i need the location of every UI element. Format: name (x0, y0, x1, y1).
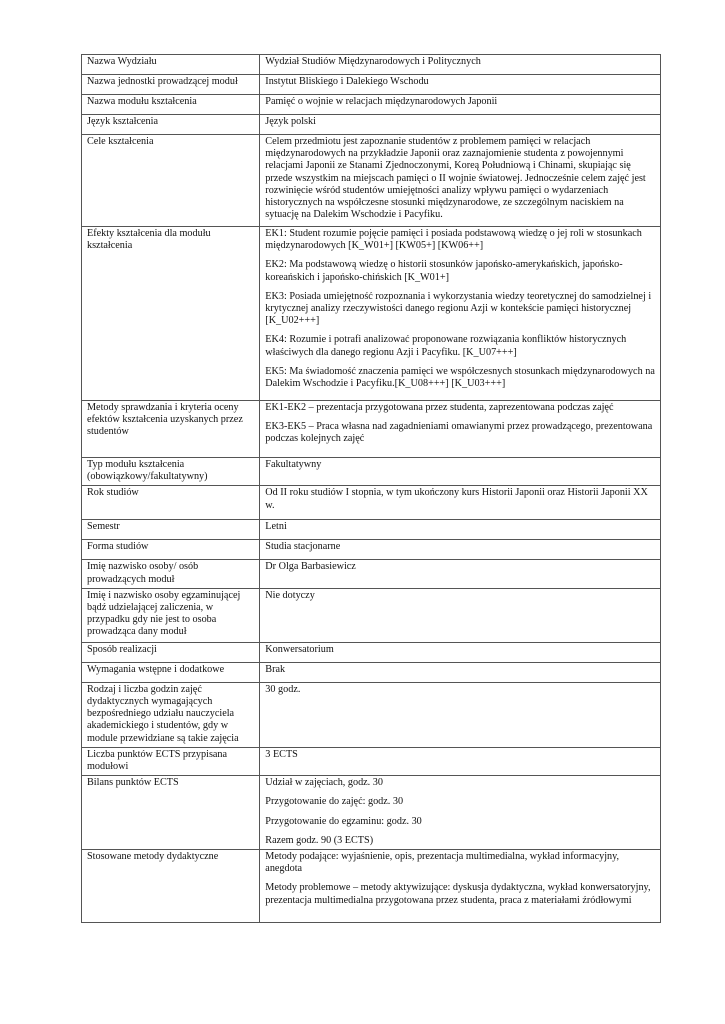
table-row (82, 520, 661, 540)
value-paragraph: Język polski (265, 116, 316, 127)
value-paragraph: EK1: Student rozumie pojęcie pamięci i posiada podstawową wiedzę o jej roli w stosunkach międzynarodowych [K_W01+] [KW05+] [KW06++] (265, 228, 642, 252)
field-value (260, 486, 661, 520)
field-label: Semestr (82, 520, 260, 540)
field-value (260, 776, 661, 850)
table-row (82, 135, 661, 227)
field-value (260, 55, 661, 75)
field-value (260, 682, 661, 747)
field-label: Liczba punktów ECTS przypisana modułowi (82, 747, 260, 775)
field-label: Bilans punktów ECTS (82, 776, 260, 850)
field-value (260, 662, 661, 682)
table-row (82, 682, 661, 747)
field-value (260, 540, 661, 560)
value-paragraph: Fakultatywny (265, 459, 322, 470)
field-value (260, 401, 661, 458)
table-body (82, 55, 661, 923)
value-paragraph: Wydział Studiów Międzynarodowych i Politycznych (265, 56, 481, 67)
field-label: Forma studiów (82, 540, 260, 560)
field-value (260, 642, 661, 662)
value-paragraph: EK1-EK2 – prezentacja przygotowana przez studenta, zaprezentowana podczas zajęć (265, 402, 614, 413)
table-row (82, 486, 661, 520)
value-paragraph: Razem godz. 90 (3 ECTS) (265, 834, 374, 846)
field-value (260, 458, 661, 486)
module-description-table (81, 54, 661, 923)
value-paragraph: Metody problemowe – metody aktywizujące: dyskusja dydaktyczna, wykład konwersatoryjny, prezentacja multimedialna przygotowana przez studenta, praca z materiałami źródłowymi (265, 882, 651, 906)
field-value (260, 747, 661, 775)
table-row (82, 642, 661, 662)
syllabus-document (81, 54, 661, 923)
value-paragraph: Nie dotyczy (265, 589, 315, 601)
value-paragraph: Metody podające: wyjaśnienie, opis, prezentacja multimedialna, wykład informacyjny, anegdota (265, 851, 620, 875)
table-row (82, 95, 661, 115)
value-paragraph: Udział w zajęciach, godz. 30 (265, 777, 383, 789)
value-paragraph: EK4: Rozumie i potrafi analizować proponowane rozwiązania konfliktów historycznych właściwych dla danego regionu Azji i Pacyfiku. [K_U07+++] (265, 334, 627, 358)
value-paragraph: Konwersatorium (265, 643, 334, 655)
value-paragraph: Przygotowanie do egzaminu: godz. 30 (265, 815, 422, 827)
field-label: Rok studiów (82, 486, 260, 520)
field-label: Sposób realizacji (82, 642, 260, 662)
table-row (82, 55, 661, 75)
field-label: Imię i nazwisko osoby egzaminującej bądź udzielającej zaliczenia, w przypadku gdy nie jest to osoba prowadząca dany moduł (82, 588, 260, 642)
value-paragraph: EK3: Posiada umiejętność rozpoznania i wykorzystania wiedzy teoretycznej do samodzielnej i krytycznej analizy rzeczywistości danego regionu Azji w kontekście pamięci historycznej [K_U02+++] (265, 290, 652, 327)
table-row (82, 588, 661, 642)
field-label: Język kształcenia (82, 115, 260, 135)
value-paragraph: EK5: Ma świadomość znaczenia pamięci we współczesnych stosunkach międzynarodowych na Dalekim Wschodzie i Pacyfiku.[K_U08+++] [K_U03+++] (265, 365, 655, 390)
field-label: Cele kształcenia (82, 135, 260, 227)
field-label: Metody sprawdzania i kryteria oceny efektów kształcenia uzyskanych przez studentów (82, 401, 260, 458)
table-row (82, 75, 661, 95)
table-row (82, 662, 661, 682)
field-label: Rodzaj i liczba godzin zajęć dydaktycznych wymagających bezpośredniego udziału nauczyciela akademickiego i studentów, gdy w module przewidziane są takie zajęcia (82, 682, 260, 747)
table-row (82, 776, 661, 850)
value-paragraph: Studia stacjonarne (265, 541, 341, 553)
value-paragraph: EK2: Ma podstawową wiedzę o historii stosunków japońsko-amerykańskich, japońsko-koreańskich i japońsko-chińskich [K_W01+] (265, 259, 623, 283)
field-value (260, 588, 661, 642)
value-paragraph: EK3-EK5 – Praca własna nad zagadnieniami omawianymi przez prowadzącego, prezentowana podczas kolejnych zajęć (265, 421, 653, 445)
value-paragraph: Przygotowanie do zajęć: godz. 30 (265, 796, 404, 808)
table-row (82, 850, 661, 923)
table-row (82, 115, 661, 135)
field-label: Efekty kształcenia dla modułu kształcenia (82, 227, 260, 401)
field-value (260, 850, 661, 923)
field-label: Nazwa modułu kształcenia (82, 95, 260, 115)
value-paragraph: Instytut Bliskiego i Dalekiego Wschodu (265, 76, 429, 87)
table-row (82, 227, 661, 401)
value-paragraph: Pamięć o wojnie w relacjach międzynarodowych Japonii (265, 96, 498, 107)
value-paragraph: 3 ECTS (265, 748, 298, 760)
table-row (82, 560, 661, 588)
value-paragraph: 30 godz. (265, 683, 301, 695)
value-paragraph: Dr Olga Barbasiewicz (265, 561, 356, 573)
table-row (82, 747, 661, 775)
field-label: Nazwa jednostki prowadzącej moduł (82, 75, 260, 95)
field-label: Wymagania wstępne i dodatkowe (82, 662, 260, 682)
field-value (260, 520, 661, 540)
table-row (82, 540, 661, 560)
value-paragraph: Letni (265, 521, 287, 533)
value-paragraph: Od II roku studiów I stopnia, w tym ukończony kurs Historii Japonii oraz Historii Japonii XX w. (265, 487, 648, 511)
field-label: Stosowane metody dydaktyczne (82, 850, 260, 923)
value-paragraph: Celem przedmiotu jest zapoznanie studentów z problemem pamięci w relacjach międzynarodowych na przykładzie Japonii oraz zaznajomienie studenta z powojennymi relacjami Japonii ze Stanami Zjednoczonymi, Koreą Południową i Chinami, skupiając się przede wszystkim na miejscach pamięci o II wojnie światowej. Jednocześnie celem zajęć jest rozwinięcie wśród studentów umiejętności analizy wpływu pamięci o wydarzeniach historycznych na współczesne stosunki międzynarodowe, ze szczególnym naciskiem na sytuację na Dalekim Wschodzie i Pacyfiku. (265, 136, 646, 221)
field-label: Typ modułu kształcenia (obowiązkowy/fakultatywny) (82, 458, 260, 486)
field-value (260, 227, 661, 401)
field-value (260, 75, 661, 95)
field-value (260, 135, 661, 227)
field-value (260, 95, 661, 115)
field-value (260, 115, 661, 135)
field-value (260, 560, 661, 588)
table-row (82, 458, 661, 486)
field-label: Nazwa Wydziału (82, 55, 260, 75)
value-paragraph: Brak (265, 663, 286, 675)
table-row (82, 401, 661, 458)
field-label: Imię nazwisko osoby/ osób prowadzących moduł (82, 560, 260, 588)
